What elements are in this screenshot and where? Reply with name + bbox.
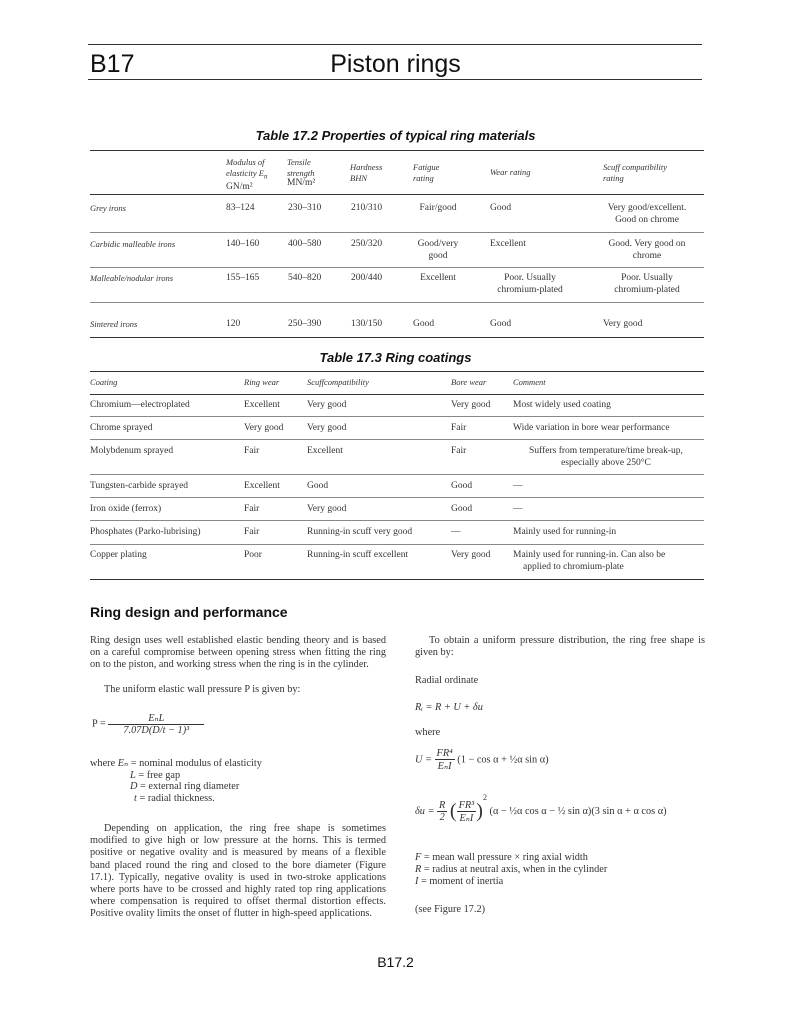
cell-hardness: 250/320	[351, 239, 383, 249]
section-code: B17	[90, 50, 135, 78]
paragraph-intro: Ring design uses well established elastic bending theory and is based on a careful compromise between opening stress when fitting the ring on to the piston, and working stress when the ring is in the cylinder.	[90, 635, 386, 671]
coating-scuff: Running-in scuff excellent	[307, 550, 409, 560]
cell-modulus: 155–165	[226, 273, 260, 283]
coating-scuff: Very good	[307, 400, 347, 410]
where-label: where	[415, 727, 441, 738]
coating-scuff: Running-in scuff very good	[307, 527, 413, 537]
row-label: Malleable/nodular irons	[90, 273, 174, 283]
coating-name: Molybdenum sprayed	[90, 446, 174, 456]
coating-scuff: Very good	[307, 423, 347, 433]
coating-name: Phosphates (Parko-lubrising)	[90, 527, 201, 537]
cell-hardness: 130/150	[351, 319, 383, 329]
coating-scuff: Good	[307, 481, 329, 491]
equation-radial: Rᵢ = R + U + δu	[415, 702, 483, 713]
coating-ring-wear: Fair	[244, 446, 260, 456]
coating-ring-wear: Fair	[244, 527, 260, 537]
coating-ring-wear: Excellent	[244, 481, 280, 491]
coating-bore-wear: Good	[451, 481, 473, 491]
header-ring-wear: Ring wear	[244, 377, 280, 387]
row-rule	[90, 497, 704, 498]
cell-tensile: 400–580	[288, 239, 322, 249]
coating-bore-wear: —	[451, 527, 461, 537]
cell-modulus: 83–124	[226, 203, 255, 213]
cell-scuff: Good. Very good on chrome	[608, 239, 686, 261]
coating-bore-wear: Very good	[451, 550, 491, 560]
row-rule	[90, 416, 704, 417]
coating-name: Iron oxide (ferrox)	[90, 504, 162, 514]
header-top-rule	[88, 44, 702, 45]
cell-tensile: 230–310	[288, 203, 322, 213]
cell-modulus: 140–160	[226, 239, 260, 249]
row-label: Sintered irons	[90, 319, 138, 329]
cell-fatigue: Good/very good	[417, 239, 459, 261]
header-wear: Wear rating	[490, 167, 531, 177]
cell-wear: Good	[490, 319, 512, 329]
coating-bore-wear: Fair	[451, 446, 467, 456]
header-coating: Coating	[90, 377, 118, 387]
row-rule	[90, 302, 704, 303]
cell-tensile: 250–390	[288, 319, 322, 329]
coating-name: Tungsten-carbide sprayed	[90, 481, 189, 491]
paragraph-pressure: The uniform elastic wall pressure P is given by:	[104, 684, 301, 695]
cell-fatigue: Good	[413, 319, 435, 329]
header-comment: Comment	[513, 377, 546, 387]
coating-ring-wear: Very good	[244, 423, 284, 433]
cell-wear: Excellent	[490, 239, 526, 249]
coating-ring-wear: Poor	[244, 550, 262, 560]
definitions-list: where Eₙ = nominal modulus of elasticity L = free gap D = external ring diameter t = radial thickness.	[90, 758, 262, 804]
coating-bore-wear: Good	[451, 504, 473, 514]
cell-fatigue: Excellent	[420, 273, 456, 283]
row-label: Carbidic malleable irons	[90, 239, 176, 249]
row-rule	[90, 232, 704, 233]
paragraph-ovality: Depending on application, the ring free shape is sometimes modified to give high or low pressure at the horns. This is termed positive or negative ovality and is measured by means of a flexible band placed round the ring and closed to the bore diameter (Figure 17.1). Typically, negative ovality is used in two-stroke applications where ports have to be crossed and highly rated top ring applications where compensation is required to offset thermal distortion effects. Positive ovality limits the onset of flutter in high-speed applications.	[90, 823, 386, 920]
cell-scuff: Poor. Usually chromium-plated	[614, 273, 680, 295]
header-scuff-compat: Scuffcompatibility	[307, 377, 369, 387]
page-title: Piston rings	[330, 50, 461, 78]
coating-comment: Suffers from temperature/time break-up, especially above 250°C	[529, 446, 683, 468]
coating-comment: —	[513, 481, 523, 491]
row-label: Grey irons	[90, 203, 126, 213]
header-bore-wear: Bore wear	[451, 377, 487, 387]
table-materials-bottom-rule	[90, 337, 704, 338]
coating-bore-wear: Fair	[451, 423, 467, 433]
coating-name: Chrome sprayed	[90, 423, 153, 433]
table-coatings-bottom-rule	[90, 579, 704, 580]
coating-ring-wear: Excellent	[244, 400, 280, 410]
page-number: B17.2	[377, 954, 414, 970]
cell-tensile: 540–820	[288, 273, 322, 283]
equation-delta-u: δu = $\frac{R}{2}$ ( $\frac{\text{FR³}}{\text{EₙI}}$ )$^2$ (α − ½α cos α − ½ sin α)(3 sin α + α cos α)	[415, 793, 667, 824]
row-rule	[90, 267, 704, 268]
row-rule	[90, 474, 704, 475]
row-rule	[90, 544, 704, 545]
header-scuff: Scuff compatibility rating	[603, 162, 667, 183]
table-coatings-header-rule	[90, 394, 704, 395]
coating-comment: —	[513, 504, 523, 514]
radial-ordinate-label: Radial ordinate	[415, 675, 479, 686]
row-rule	[90, 520, 704, 521]
header-fatigue: Fatigue rating	[413, 162, 440, 183]
coating-scuff: Excellent	[307, 446, 343, 456]
header-bottom-rule	[88, 79, 702, 80]
cell-scuff: Very good	[603, 319, 643, 329]
equation-u: U = $\frac{\text{FR⁴}}{\text{EₙI}}$ (1 − cos α + ½α sin α)	[415, 748, 549, 772]
header-modulus: Modulus of elasticity $E_n$ GN/m²	[226, 157, 268, 192]
coating-comment: Mainly used for running-in	[513, 527, 617, 537]
figure-reference: (see Figure 17.2)	[415, 904, 486, 915]
cell-modulus: 120	[226, 319, 241, 329]
cell-scuff: Very good/excellent. Good on chrome	[607, 203, 687, 225]
definitions-list-2: F = mean wall pressure × ring axial width R = radius at neutral axis, when in the cylinder I = moment of inertia	[415, 852, 608, 887]
coating-scuff: Very good	[307, 504, 347, 514]
table-coatings-top-rule	[90, 371, 704, 372]
coating-name: Copper plating	[90, 550, 147, 560]
cell-wear: Good	[490, 203, 512, 213]
equation-pressure: P = $\frac{\text{EₙL}}{\text{7.07D(D/t − 1)³}}$	[92, 712, 204, 736]
section-heading: Ring design and performance	[90, 604, 288, 620]
coating-name: Chromium—electroplated	[90, 400, 190, 410]
table-coatings-caption: Table 17.3 Ring coatings	[319, 350, 472, 365]
row-rule	[90, 439, 704, 440]
cell-wear: Poor. Usually chromium-plated	[497, 273, 563, 295]
header-hardness: Hardness BHN	[350, 162, 383, 183]
cell-hardness: 210/310	[351, 203, 383, 213]
table-materials-top-rule	[90, 150, 704, 151]
header-tensile: Tensile strength MN/m²	[287, 157, 316, 188]
coating-comment: Most widely used coating	[513, 400, 611, 410]
table-materials-header-rule	[90, 194, 704, 195]
table-materials-caption: Table 17.2 Properties of typical ring materials	[255, 128, 536, 143]
coating-ring-wear: Fair	[244, 504, 260, 514]
coating-comment: Wide variation in bore wear performance	[513, 423, 670, 433]
cell-hardness: 200/440	[351, 273, 383, 283]
coating-comment: Mainly used for running-in. Can also be applied to chromium-plate	[513, 550, 666, 572]
coating-bore-wear: Very good	[451, 400, 491, 410]
cell-fatigue: Fair/good	[419, 203, 457, 213]
paragraph-uniform: To obtain a uniform pressure distribution, the ring free shape is given by:	[415, 635, 705, 659]
